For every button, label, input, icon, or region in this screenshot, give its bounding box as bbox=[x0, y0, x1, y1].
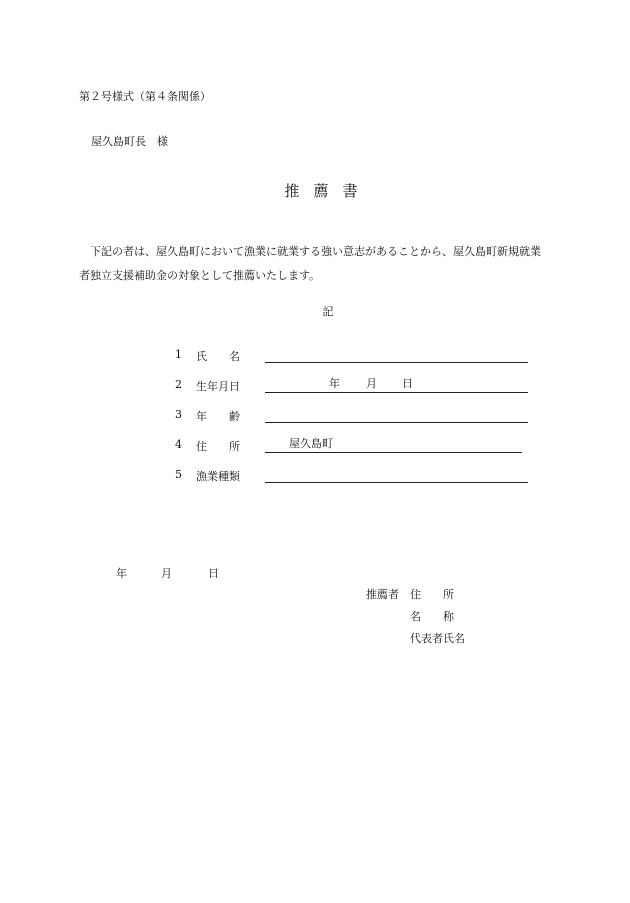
fishery-type-line[interactable] bbox=[265, 468, 528, 483]
birth-year-unit: 年 bbox=[329, 377, 340, 390]
form-number: 第２号様式（第４条関係） bbox=[79, 90, 211, 103]
field-number: 1 bbox=[175, 348, 182, 361]
age-line[interactable] bbox=[265, 408, 528, 423]
date-month-unit: 月 bbox=[161, 567, 172, 580]
address-prefill: 屋久島町 bbox=[289, 437, 333, 450]
field-number: 5 bbox=[175, 468, 182, 481]
recommender-name-label: 名 称 bbox=[410, 610, 454, 623]
field-label: 生年月日 bbox=[196, 380, 240, 393]
representative-name-label: 代表者氏名 bbox=[410, 632, 465, 645]
name-line[interactable] bbox=[265, 348, 528, 363]
birth-month-unit: 月 bbox=[366, 377, 377, 390]
field-label: 年 齢 bbox=[196, 410, 240, 423]
field-number: 2 bbox=[175, 378, 182, 391]
body-text: 下記の者は、屋久島町において漁業に就業する強い意志があることから、屋久島町新規就業者独立支援補助金の対象として推薦いたします。 bbox=[79, 245, 541, 282]
birth-day-unit: 日 bbox=[402, 377, 413, 390]
field-number: 4 bbox=[175, 438, 182, 451]
date-year-unit: 年 bbox=[116, 567, 127, 580]
date-day-unit: 日 bbox=[208, 567, 219, 580]
ki-heading: 記 bbox=[322, 305, 334, 318]
field-number: 3 bbox=[175, 408, 182, 421]
addressee: 屋久島町長 様 bbox=[91, 135, 168, 148]
recommender-address-label: 住 所 bbox=[410, 588, 454, 601]
address-line[interactable] bbox=[265, 438, 522, 453]
field-label: 住 所 bbox=[196, 440, 240, 453]
field-label: 漁業種類 bbox=[196, 470, 240, 483]
recommender-label: 推薦者 bbox=[366, 588, 399, 601]
birthdate-line[interactable] bbox=[265, 378, 528, 393]
document-title: 推薦書 bbox=[284, 182, 372, 200]
field-label: 氏 名 bbox=[196, 350, 240, 363]
